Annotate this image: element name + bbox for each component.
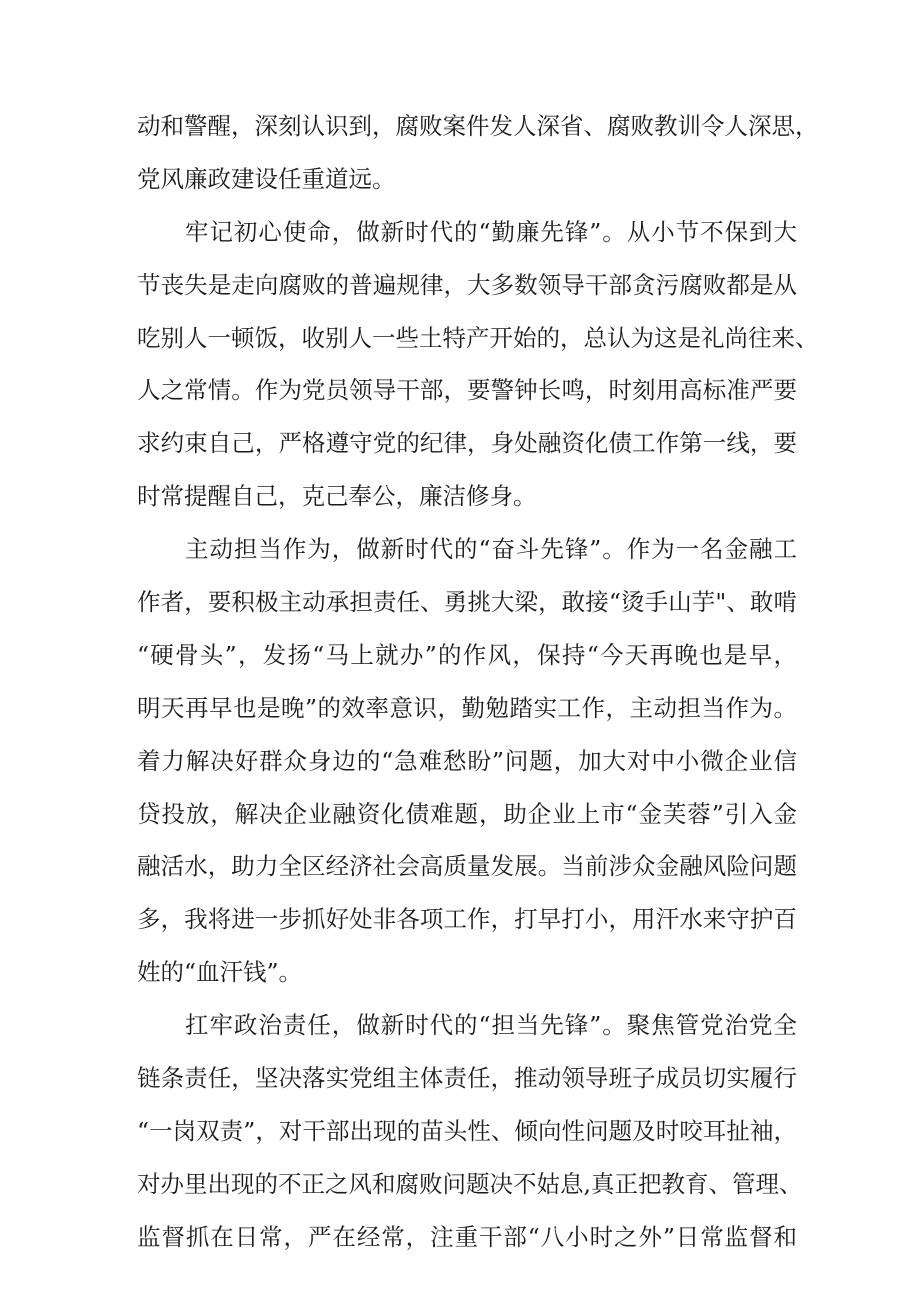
paragraph-line: “硬骨头”，发扬“马上就办”的作风，保持“今天再晚也是早，	[137, 640, 797, 669]
paragraph-line: 节丧失是走向腐败的普遍规律，大多数领导干部贪污腐败都是从	[137, 270, 797, 299]
paragraph-line: 求约束自己，严格遵守党的纪律，身处融资化债工作第一线，要	[137, 429, 797, 458]
paragraph-heading-line: 扛牢政治责任，做新时代的“担当先锋”。聚焦管党治党全	[185, 1011, 797, 1040]
paragraph-line: 监督抓在日常，严在经常，注重干部“八小时之外”日常监督和	[137, 1222, 797, 1251]
paragraph-line: 对办里出现的不正之风和腐败问题决不姑息,真正把教育、管理、	[137, 1169, 803, 1198]
document-body	[137, 100, 819, 1264]
paragraph-line: 链条责任，坚决落实党组主体责任，推动领导班子成员切实履行	[137, 1064, 797, 1093]
paragraph-heading-line: 主动担当作为，做新时代的“奋斗先锋”。作为一名金融工	[185, 535, 797, 564]
paragraph-line: 吃别人一顿饭，收别人一些土特产开始的，总认为这是礼尚往来、	[137, 323, 819, 352]
paragraph-line: 人之常情。作为党员领导干部，要警钟长鸣，时刻用高标准严要	[137, 376, 797, 405]
paragraph-line: 作者，要积极主动承担责任、勇挑大梁，敢接“烫手山芋"、敢啃	[137, 588, 797, 617]
paragraph-line: 党风廉政建设任重道远。	[137, 164, 396, 193]
paragraph-line: 多，我将进一步抓好处非各项工作，打早打小，用汗水来守护百	[137, 905, 797, 934]
paragraph-line: 贷投放，解决企业融资化债难题，助企业上市“金芙蓉”引入金	[137, 799, 797, 828]
paragraph-line: 着力解决好群众身边的“急难愁盼”问题，加大对中小微企业信	[137, 746, 797, 775]
paragraph-line: 动和警醒，深刻认识到，腐败案件发人深省、腐败教训令人深思，	[137, 112, 819, 140]
paragraph-line: 姓的“血汗钱”。	[137, 958, 303, 987]
paragraph-line: 明天再早也是晚”的效率意识，勤勉踏实工作，主动担当作为。	[137, 693, 797, 722]
paragraph-line: 时常提醒自己，克己奉公，廉洁修身。	[137, 482, 537, 511]
paragraph-line: “一岗双责”，对干部出现的苗头性、倾向性问题及时咬耳扯袖，	[137, 1116, 797, 1145]
paragraph-heading-line: 牢记初心使命，做新时代的“勤廉先锋”。从小节不保到大	[185, 217, 797, 246]
paragraph-line: 融活水，助力全区经济社会高质量发展。当前涉众金融风险问题	[137, 852, 797, 881]
